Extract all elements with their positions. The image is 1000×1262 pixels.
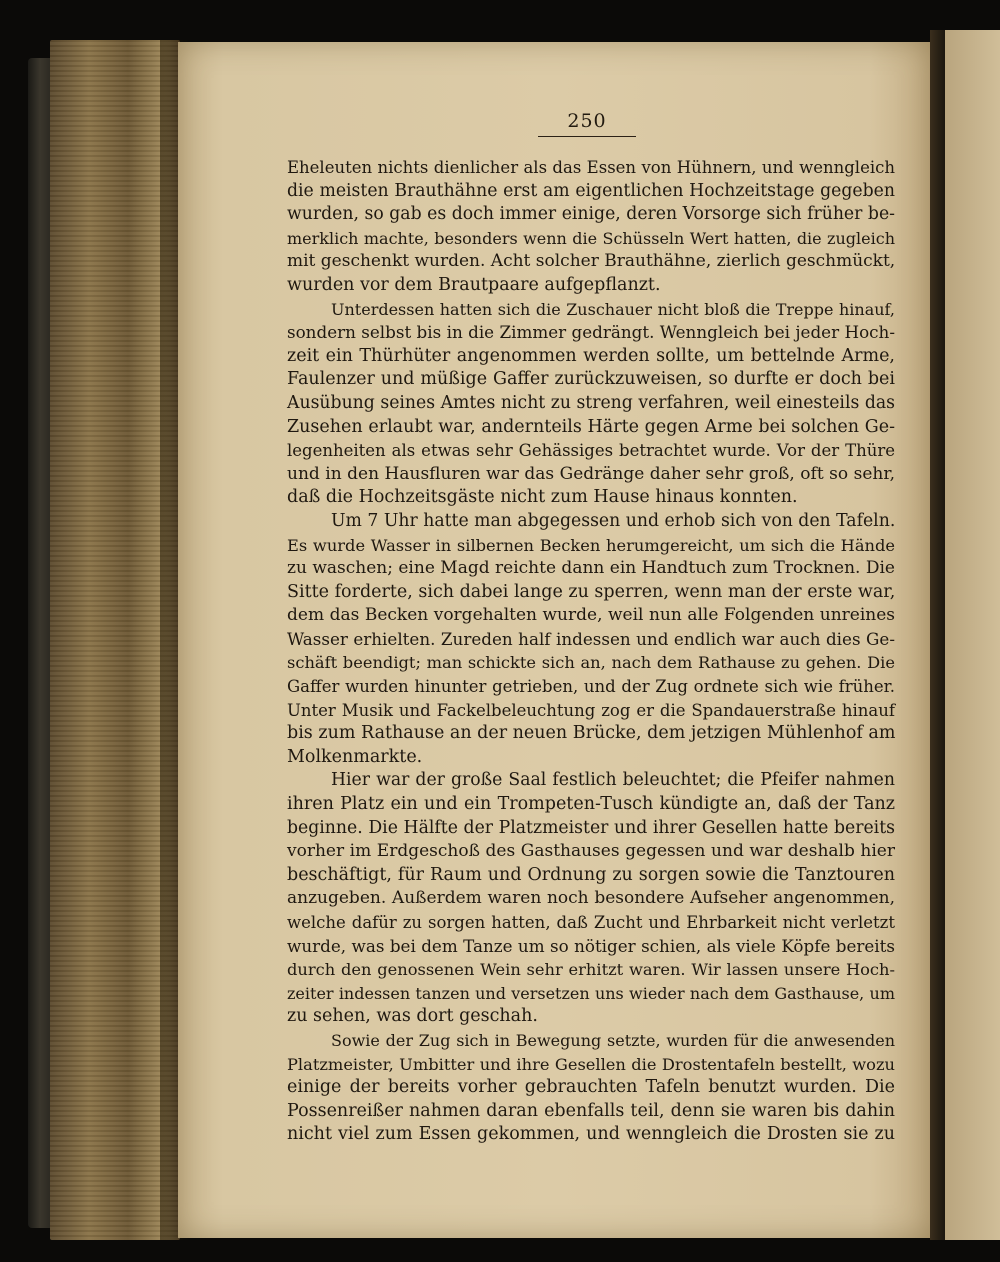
text-line: Faulenzer und müßige Gaffer zurückzuweisen, so durfte er doch bei [287, 369, 895, 390]
text-line: bis zum Rathause an der neuen Brücke, dem jetzigen Mühlenhof am [287, 723, 896, 744]
text-line: wurden vor dem Brautpaare aufgepflanzt. [287, 274, 661, 295]
text-line: Es wurde Wasser in silbernen Becken herumgereicht, um sich die Hände [287, 535, 895, 555]
text-line: die meisten Brauthähne erst am eigentlichen Hochzeitstage gegeben [287, 180, 895, 201]
text-line: Sowie der Zug sich in Bewegung setzte, wurden für die anwesenden [331, 1030, 895, 1050]
text-line: Wasser erhielten. Zureden half indessen und endlich war auch dies Ge- [287, 628, 895, 649]
text-line: durch den genossenen Wein sehr erhitzt waren. Wir lassen unsere Hoch- [287, 960, 895, 980]
page-number: 250 [567, 110, 607, 132]
text-line: Um 7 Uhr hatte man abgegessen und erhob sich von den Tafeln. [331, 510, 896, 531]
text-line: Possenreißer nahmen daran ebenfalls teil, denn sie waren bis dahin [287, 1100, 895, 1121]
text-line: Ausübung seines Amtes nicht zu streng verfahren, weil einesteils das [287, 392, 895, 413]
text-line: wurden, so gab es doch immer einige, deren Vorsorge sich früher be- [287, 204, 895, 225]
text-line: Eheleuten nichts dienlicher als das Essen von Hühnern, und wenngleich [287, 158, 895, 177]
text-line: Hier war der große Saal festlich beleuchtet; die Pfeifer nahmen [331, 770, 895, 791]
text-line: Unterdessen hatten sich die Zuschauer nicht bloß die Treppe hinauf, [331, 299, 895, 319]
text-line: zu sehen, was dort geschah. [287, 1006, 538, 1027]
text-line: Unter Musik und Fackelbeleuchtung zog er die Spandauerstraße hinauf [287, 700, 895, 720]
page-body-text [287, 156, 895, 1147]
text-line: Sitte forderte, sich dabei lange zu sperren, wenn man der erste war, [287, 581, 896, 602]
text-line: wurde, was bei dem Tanze um so nötiger schien, als viele Köpfe bereits [287, 935, 895, 956]
text-line: Platzmeister, Umbitter und ihre Gesellen die Drostentafeln bestellt, wozu [287, 1054, 895, 1074]
text-line: mit geschenkt wurden. Acht solcher Brauthähne, zierlich geschmückt, [287, 251, 896, 272]
text-line: merklich machte, besonders wenn die Schüsseln Wert hatten, die zugleich [287, 228, 895, 248]
text-line: zeit ein Thürhüter angenommen werden sollte, um bettelnde Arme, [287, 345, 895, 366]
text-line: legenheiten als etwas sehr Gehässiges betrachtet wurde. Vor der Thüre [287, 441, 895, 461]
text-line: welche dafür zu sorgen hatten, daß Zucht und Ehrbarkeit nicht verletzt [287, 913, 895, 932]
text-line: daß die Hochzeitsgäste nicht zum Hause hinaus konnten. [287, 487, 798, 508]
text-line: und in den Hausfluren war das Gedränge daher sehr groß, oft so sehr, [287, 463, 895, 484]
text-line: schäft beendigt; man schickte sich an, nach dem Rathause zu gehen. Die [287, 653, 895, 673]
text-line: Zusehen erlaubt war, andernteils Härte gegen Arme bei solchen Ge- [287, 416, 895, 437]
text-line: beginne. Die Hälfte der Platzmeister und ihrer Gesellen hatte bereits [287, 817, 895, 838]
text-line: Gaffer wurden hinunter getrieben, und der Zug ordnete sich wie früher. [287, 677, 895, 697]
text-line: einige der bereits vorher gebrauchten Tafeln benutzt wurden. Die [287, 1077, 895, 1098]
text-line: Molkenmarkte. [287, 746, 423, 767]
text-line: nicht viel zum Essen gekommen, und wenngleich die Drosten sie zu [287, 1124, 895, 1145]
text-line: zu waschen; eine Magd reichte dann ein Handtuch zum Trocknen. Die [287, 558, 895, 579]
text-line: ihren Platz ein und ein Trompeten-Tusch kündigte an, daß der Tanz [287, 794, 895, 815]
text-line: beschäftigt, für Raum und Ordnung zu sorgen sowie die Tanztouren [287, 864, 895, 885]
header-rule [538, 136, 636, 137]
next-page-edge [945, 30, 1000, 1240]
text-line: anzugeben. Außerdem waren noch besondere Aufseher angenommen, [287, 888, 895, 909]
text-line: vorher im Erdgeschoß des Gasthauses gegessen und war deshalb hier [287, 841, 895, 862]
text-line: sondern selbst bis in die Zimmer gedrängt. Wenngleich bei jeder Hoch- [287, 322, 895, 343]
text-line: dem das Becken vorgehalten wurde, weil nun alle Folgenden unreines [287, 605, 895, 626]
text-line: zeiter indessen tanzen und versetzen uns wieder nach dem Gasthause, um [287, 983, 895, 1003]
